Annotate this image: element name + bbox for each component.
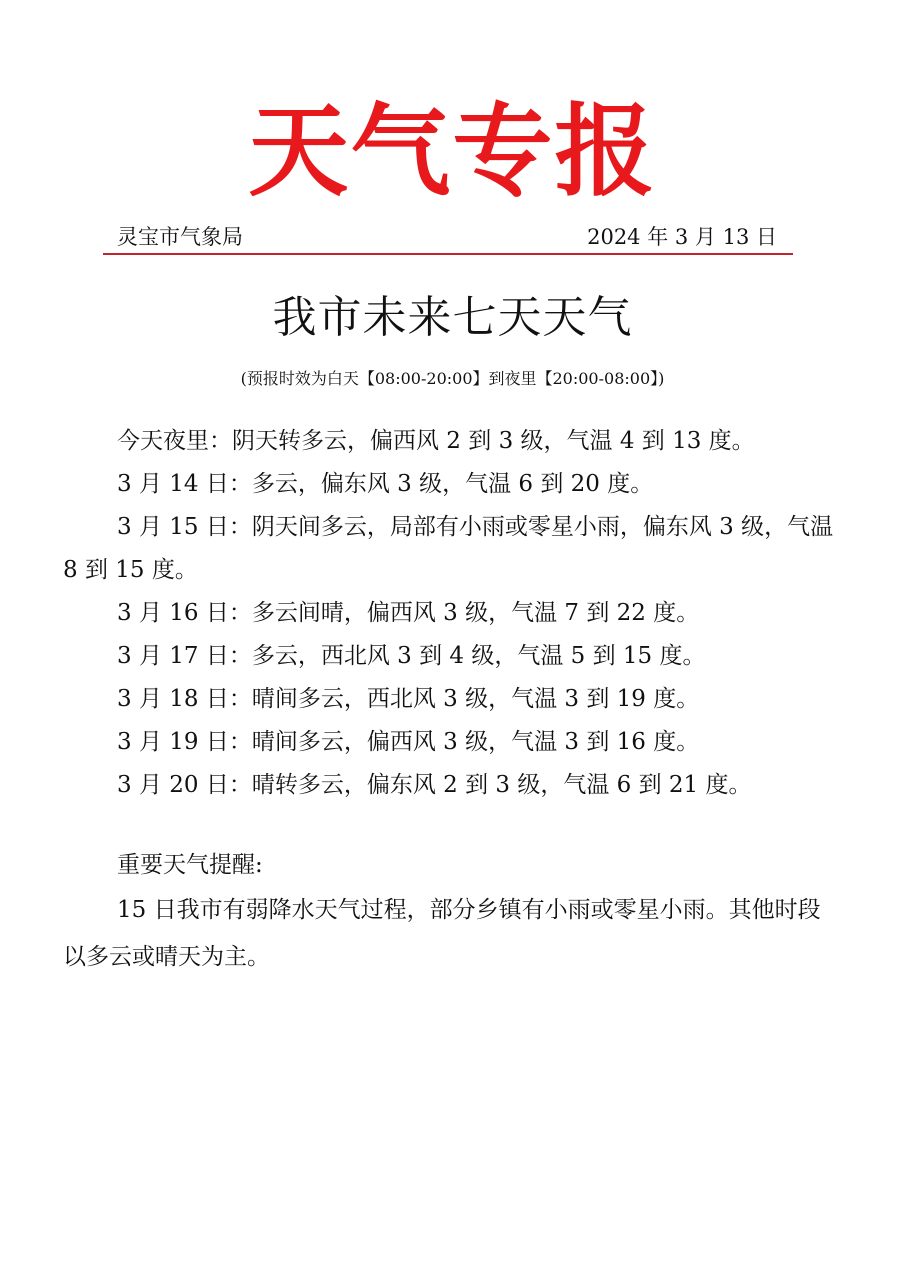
forecast-day: 3 月 18 日：晴间多云，西北风 3 级，气温 3 到 19 度。 — [117, 686, 700, 712]
forecast-day: 3 月 15 日：阴天间多云，局部有小雨或零星小雨，偏东风 3 级，气温 8 到 15 度。 — [63, 514, 834, 583]
document-title: 我市未来七天天气 — [272, 292, 633, 343]
issuer-name: 灵宝市气象局 — [117, 225, 243, 249]
validity-note: (预报时效为白天【08:00-20:00】到夜里【20:00-08:00】) — [240, 369, 665, 388]
reminder-body: 15 日我市有弱降水天气过程，部分乡镇有小雨或零星小雨。其他时段以多云或晴天为主。 — [63, 897, 821, 970]
forecast-day: 3 月 20 日：晴转多云，偏东风 2 到 3 级，气温 6 到 21 度。 — [117, 772, 752, 798]
red-divider — [103, 253, 793, 255]
masthead-title: 天气专报 — [248, 93, 657, 210]
forecast-day: 3 月 16 日：多云间晴，偏西风 3 级，气温 7 到 22 度。 — [117, 600, 700, 626]
forecast-day: 3 月 14 日：多云，偏东风 3 级，气温 6 到 20 度。 — [117, 471, 654, 497]
forecast-list — [63, 420, 843, 807]
issuer-line — [103, 222, 793, 252]
issue-date: 2024 年 3 月 13 日 — [587, 225, 777, 249]
forecast-day: 3 月 19 日：晴间多云，偏西风 3 级，气温 3 到 16 度。 — [117, 729, 700, 755]
forecast-day: 3 月 17 日：多云，西北风 3 到 4 级，气温 5 到 15 度。 — [117, 643, 706, 669]
weather-reminder — [63, 844, 843, 981]
forecast-tonight: 今天夜里：阴天转多云，偏西风 2 到 3 级，气温 4 到 13 度。 — [117, 428, 755, 454]
reminder-heading: 重要天气提醒: — [117, 852, 263, 878]
